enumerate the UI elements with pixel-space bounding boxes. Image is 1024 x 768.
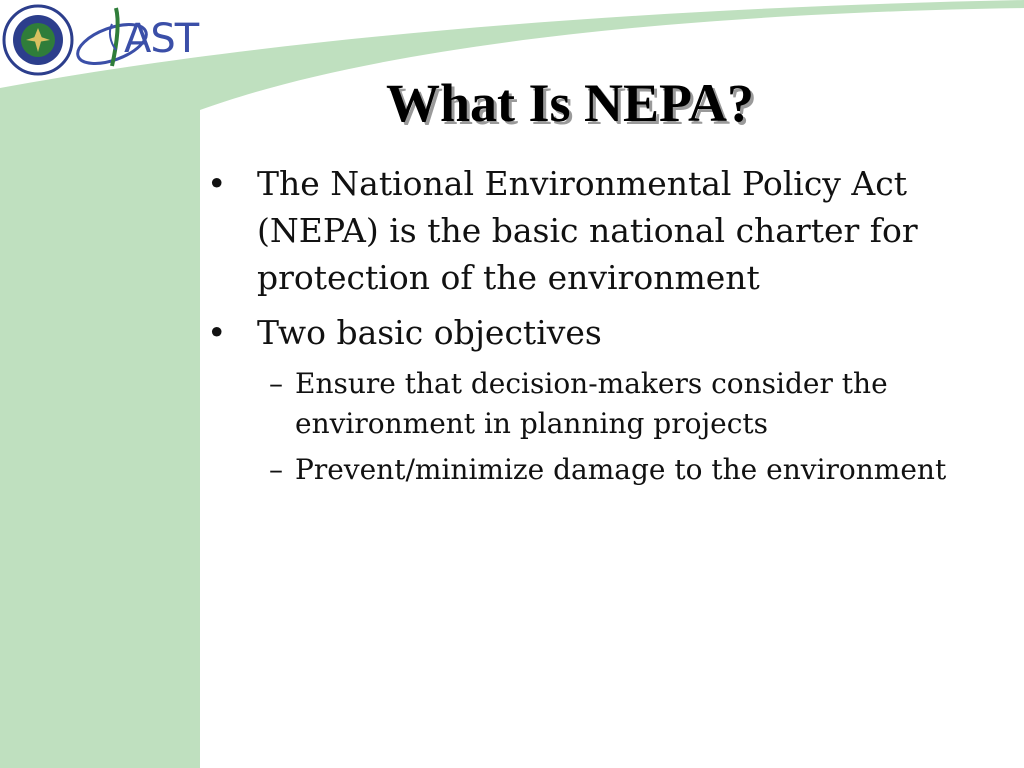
sub-bullet-text: Prevent/minimize damage to the environment bbox=[295, 453, 947, 486]
bullet-text: Two basic objectives bbox=[257, 313, 602, 352]
bullet-text: The National Environmental Policy Act (NEPA) is the basic national charter for protection of the environment bbox=[257, 164, 918, 297]
logo-text: AST bbox=[124, 16, 199, 62]
bullet-glyph: • bbox=[207, 313, 227, 352]
slide-content bbox=[205, 160, 1015, 496]
bullet-item bbox=[205, 160, 1015, 301]
sub-bullet-glyph: – bbox=[269, 453, 283, 486]
sub-bullet-item bbox=[269, 450, 1015, 490]
faa-seal-icon bbox=[2, 4, 74, 76]
bullet-item bbox=[205, 309, 1015, 356]
logo-area bbox=[0, 0, 230, 80]
sub-bullet-text: Ensure that decision-makers consider the environment in planning projects bbox=[295, 367, 888, 440]
green-side-band bbox=[0, 90, 200, 768]
slide-title: What Is NEPA? bbox=[385, 73, 755, 133]
bullet-glyph: • bbox=[207, 164, 227, 203]
sub-bullet-glyph: – bbox=[269, 367, 283, 400]
sub-bullet-item bbox=[269, 364, 1015, 444]
